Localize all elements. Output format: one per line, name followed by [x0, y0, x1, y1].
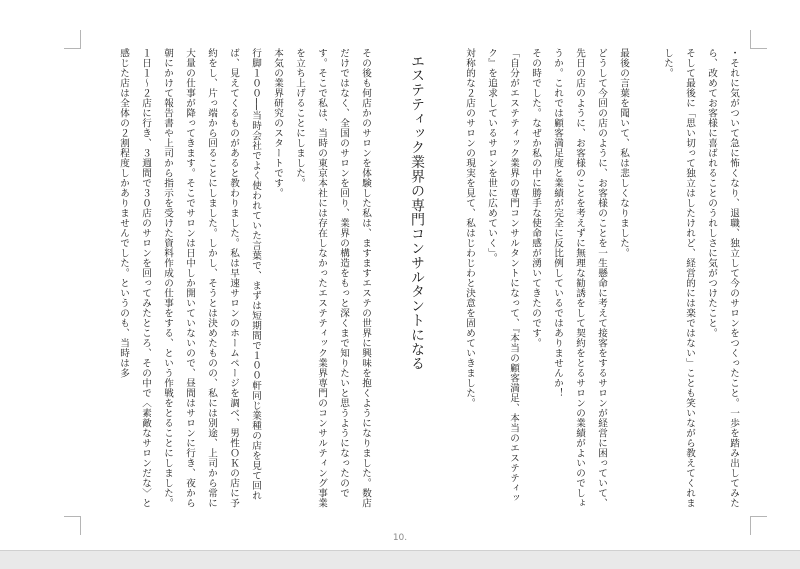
empty-paragraph-mark [436, 48, 458, 516]
crop-mark-bottom-right [750, 516, 767, 535]
paragraph: ・それに気がついて急に怖くなり、退職、独立して今のサロンをつくったこと。一歩を踏み出してみたら、改めてお客様に喜ばれることのうれしさに気がつけたこと。 [706, 48, 739, 508]
paragraph: １日１～２店に行き、３週間で３０店のサロンを回ってみたところ、その中で〈素敵なサロンだな〉と感じた店は全体の２割程度しかありませんでした。というのも、当時は多 [118, 48, 151, 508]
paragraph: 行脚１００──当時会社でよく使われていた言葉で、まずは短期間で１００軒同じ業種の店を見て回れば、見えてくるものがあると教わりました。私は早速サロンのホームページを調べ、男性ＯＫの店に予約をし、片っ端から回ることにしました。しかし、そうとは決めたものの、私には別途、上司から常に大量の仕事が降ってきます。そこでサロンは日中しか開いていないので、昼間はサロンに行き、夜から朝にかけて報告書や上司から指示を受けた資料作成の仕事をする、という作戦をとることにしました。 [162, 48, 261, 508]
section-heading: エステティック業界の専門コンサルタントになる [409, 54, 425, 371]
window-bottom-band [0, 550, 800, 569]
vertical-body-text[interactable] [90, 48, 744, 516]
empty-paragraph-mark [634, 48, 656, 516]
crop-mark-top-left [64, 30, 81, 49]
empty-paragraph-mark [376, 48, 398, 516]
page-number: 10. [392, 533, 408, 543]
paragraph: その時でした。なぜか私の中に勝手な使命感が湧いてきたのです。 [530, 48, 541, 348]
crop-mark-bottom-left [64, 516, 81, 535]
paragraph: その後も何店かのサロンを体験した私は、ますますエステの世界に興味を抱くようになりました。数店だけではなく、全国のサロンを回り、業界の構造をもっと深くまで知りたいと思うようになったのです。そこで私は、当時の東京本社には存在しなかったエステティック業界専門のコンサルティング事業を立ち上げることにしました。 [294, 48, 371, 508]
paragraph: どうして今回の店のように、お客様のことを一生懸命に考えて接客をするサロンが経営に困っていて、先日の店のように、お客様のことを考えずに無理な勧誘をして契約をとるサロンの業績がよいのでしょうか。これでは顧客満足度と業績が完全に反比例しているではありませんか！ [552, 48, 607, 508]
crop-mark-top-right [750, 30, 767, 49]
paragraph: 最後の言葉を聞いて、私は悲しくなりました。 [618, 48, 629, 258]
paragraph: 「自分がエステティック業界の専門コンサルタントになって、『本当の顧客満足、本当のエステティック』を追求しているサロンを世に広めていく」。 [486, 48, 519, 504]
paragraph: 本気の業界研究のスタートです。 [272, 48, 283, 198]
paragraph: そして最後に「思い切って独立はしたけれど、経営的には楽ではない」ことも笑いながら教えてくれました。 [662, 48, 695, 508]
paragraph: 対称的な２店のサロンの現実を見て、私はじわじわと決意を固めていきました。 [464, 48, 475, 408]
